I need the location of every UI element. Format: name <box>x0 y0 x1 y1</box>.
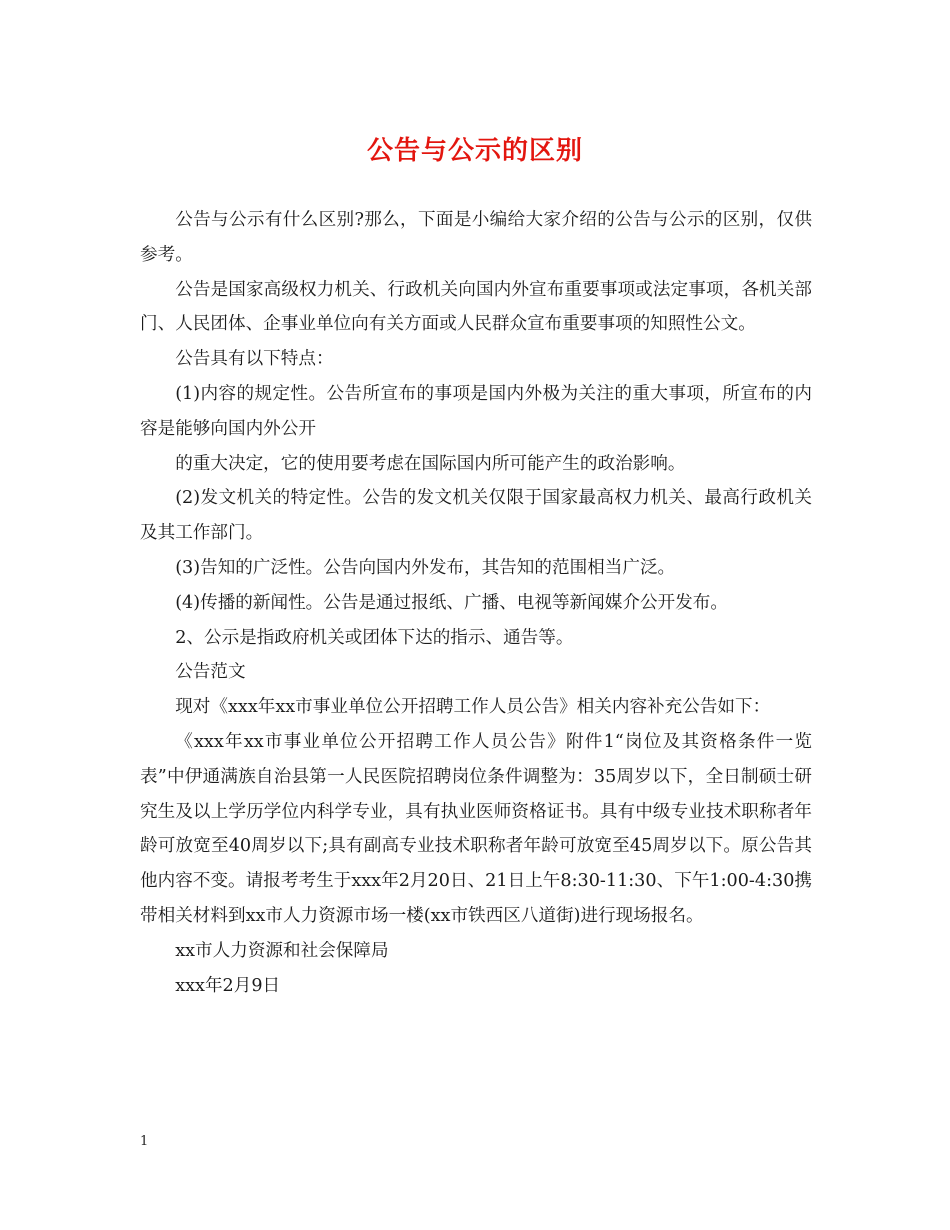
paragraph-intro: 公告与公示有什么区别?那么，下面是小编给大家介绍的公告与公示的区别，仅供参考。 <box>140 210 812 265</box>
paragraph-sample-intro: 现对《xxx年xx市事业单位公开招聘工作人员公告》相关内容补充公告如下： <box>175 697 771 718</box>
paragraph-signature-date: xxx年2月9日 <box>175 975 281 996</box>
paragraph-public-notice: 2、公示是指政府机关或团体下达的指示、通告等。 <box>175 627 574 648</box>
document-body <box>140 203 812 1003</box>
paragraph-feature-1: (1)内容的规定性。公告所宣布的事项是国内外极为关注的重大事项，所宣布的内容是能够向国内外公开 <box>140 383 812 439</box>
paragraph-feature-4: (4)传播的新闻性。公告是通过报纸、广播、电视等新闻媒介公开发布。 <box>175 592 728 613</box>
paragraph-sample-body: 《xxx年xx市事业单位公开招聘工作人员公告》附件1“岗位及其资格条件一览表”中伊通满族自治县第一人民医院招聘岗位条件调整为：35周岁以下，全日制硕士研究生及以上学历学位内科学专业，具有执业医师资格证书。具有中级专业技术职称者年龄可放宽至40周岁以下;具有副高专业技术职称者年龄可放宽至45周岁以下。原公告其他内容不变。请报考考生于xxx年2月20日、21日上午8:30-11:30、下午1:00-4:30携带相关材料到xx市人力资源市场一楼(xx市铁西区八道街)进行现场报名。 <box>140 731 812 926</box>
paragraph-feature-3: (3)告知的广泛性。公告向国内外发布，其告知的范围相当广泛。 <box>175 557 676 578</box>
paragraph-definition: 公告是国家高级权力机关、行政机关向国内外宣布重要事项或法定事项，各机关部门、人民团体、企事业单位向有关方面或人民群众宣布重要事项的知照性公文。 <box>140 279 812 335</box>
page-number: 1 <box>140 1134 149 1149</box>
paragraph-feature-2: (2)发文机关的特定性。公告的发文机关仅限于国家最高权力机关、最高行政机关及其工作部门。 <box>140 488 812 544</box>
paragraph-features-heading: 公告具有以下特点： <box>175 349 334 370</box>
paragraph-signature-org: xx市人力资源和社会保障局 <box>175 940 389 961</box>
paragraph-feature-1-cont: 的重大决定，它的使用要考虑在国际国内所可能产生的政治影响。 <box>175 453 686 474</box>
page-title: 公告与公示的区别 <box>366 136 583 166</box>
paragraph-sample-heading: 公告范文 <box>175 662 246 683</box>
